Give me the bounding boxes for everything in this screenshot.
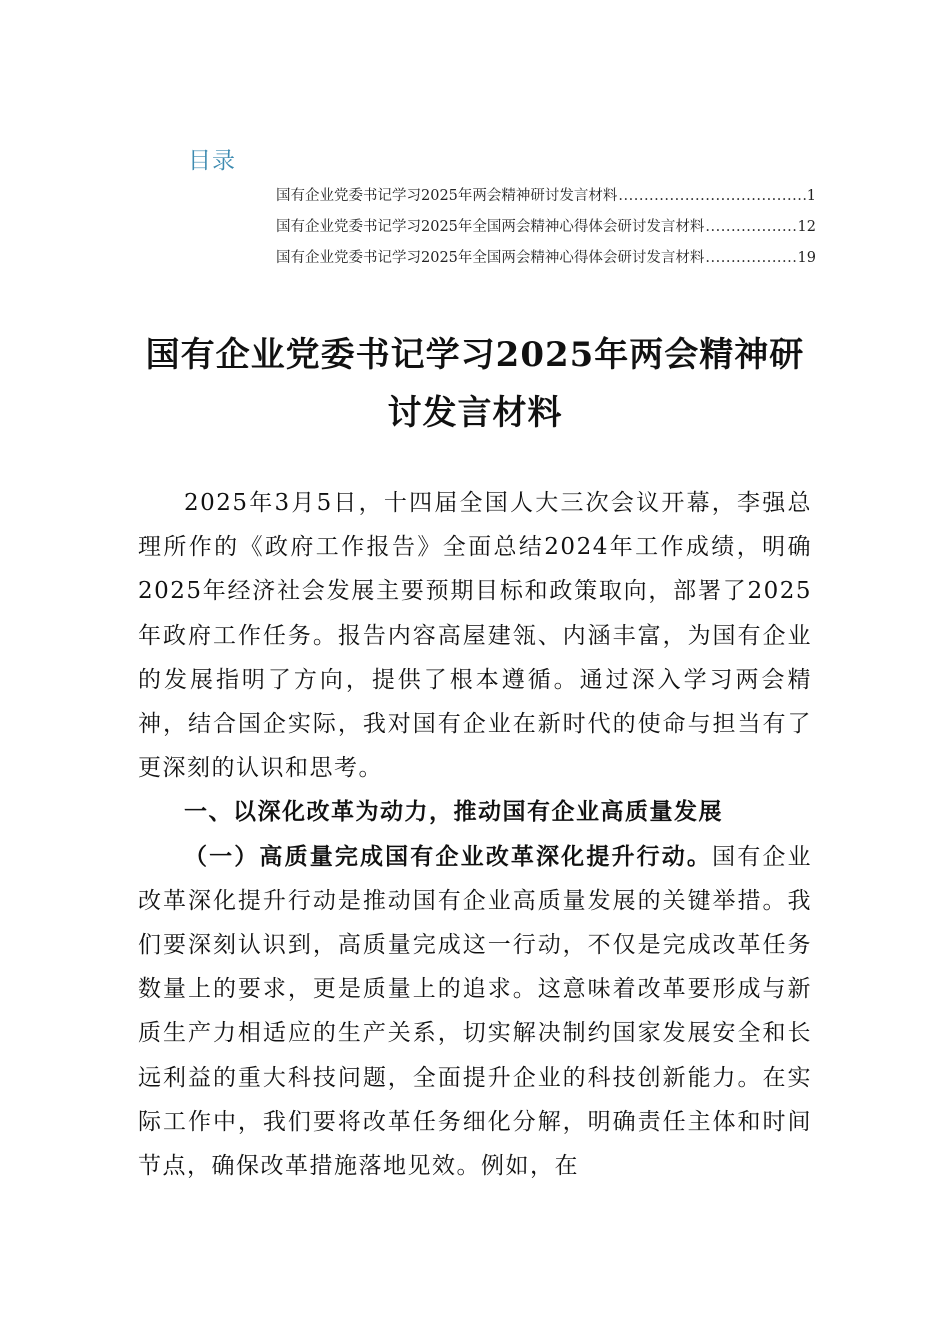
- toc-entry-1[interactable]: [276, 184, 816, 215]
- toc-entry-3[interactable]: [276, 246, 816, 277]
- toc-entry-page: 19: [797, 250, 816, 266]
- toc-entry-page: 12: [797, 219, 816, 235]
- toc-entry-page: 1: [806, 188, 816, 204]
- toc-entry-title: 国有企业党委书记学习2025年全国两会精神心得体会研讨发言材料: [276, 250, 705, 266]
- subsection-1-lead: （一）高质量完成国有企业改革深化提升行动。: [184, 842, 713, 870]
- table-of-contents: [276, 184, 816, 277]
- subsection-1-paragraph: [138, 835, 812, 1189]
- document-title-line-2: 讨发言材料: [387, 393, 563, 433]
- intro-paragraph: 2025年3月5日，十四届全国人大三次会议开幕，李强总理所作的《政府工作报告》全面总结2024年工作成绩，明确2025年经济社会发展主要预期目标和政策取向，部署了2025年政府工作任务。报告内容高屋建瓴、内涵丰富，为国有企业的发展指明了方向，提供了根本遵循。通过深入学习两会精神，结合国企实际，我对国有企业在新时代的使命与担当有了更深刻的认识和思考。: [138, 490, 812, 782]
- toc-dot-leader: [618, 188, 805, 204]
- document-title-line-1: 国有企业党委书记学习2025年两会精神研: [145, 335, 805, 375]
- toc-dot-leader: [705, 250, 796, 266]
- toc-entry-title: 国有企业党委书记学习2025年全国两会精神心得体会研讨发言材料: [276, 219, 705, 235]
- document-title: [138, 326, 812, 442]
- toc-entry-title: 国有企业党委书记学习2025年两会精神研讨发言材料: [276, 188, 618, 204]
- section-1-heading: 一、以深化改革为动力，推动国有企业高质量发展: [184, 799, 723, 826]
- subsection-1-text: 国有企业改革深化提升行动是推动国有企业高质量发展的关键举措。我们要深刻认识到，高质量完成这一行动，不仅是完成改革任务数量上的要求，更是质量上的追求。这意味着改革要形成与新质生产力相适应的生产关系，切实解决制约国家发展安全和长远利益的重大科技问题，全面提升企业的科技创新能力。在实际工作中，我们要将改革任务细化分解，明确责任主体和时间节点，确保改革措施落地见效。例如，在: [138, 843, 813, 1180]
- toc-dot-leader: [705, 219, 796, 235]
- toc-entry-2[interactable]: [276, 215, 816, 246]
- document-body: [138, 481, 812, 1188]
- toc-heading: 目录: [188, 148, 236, 174]
